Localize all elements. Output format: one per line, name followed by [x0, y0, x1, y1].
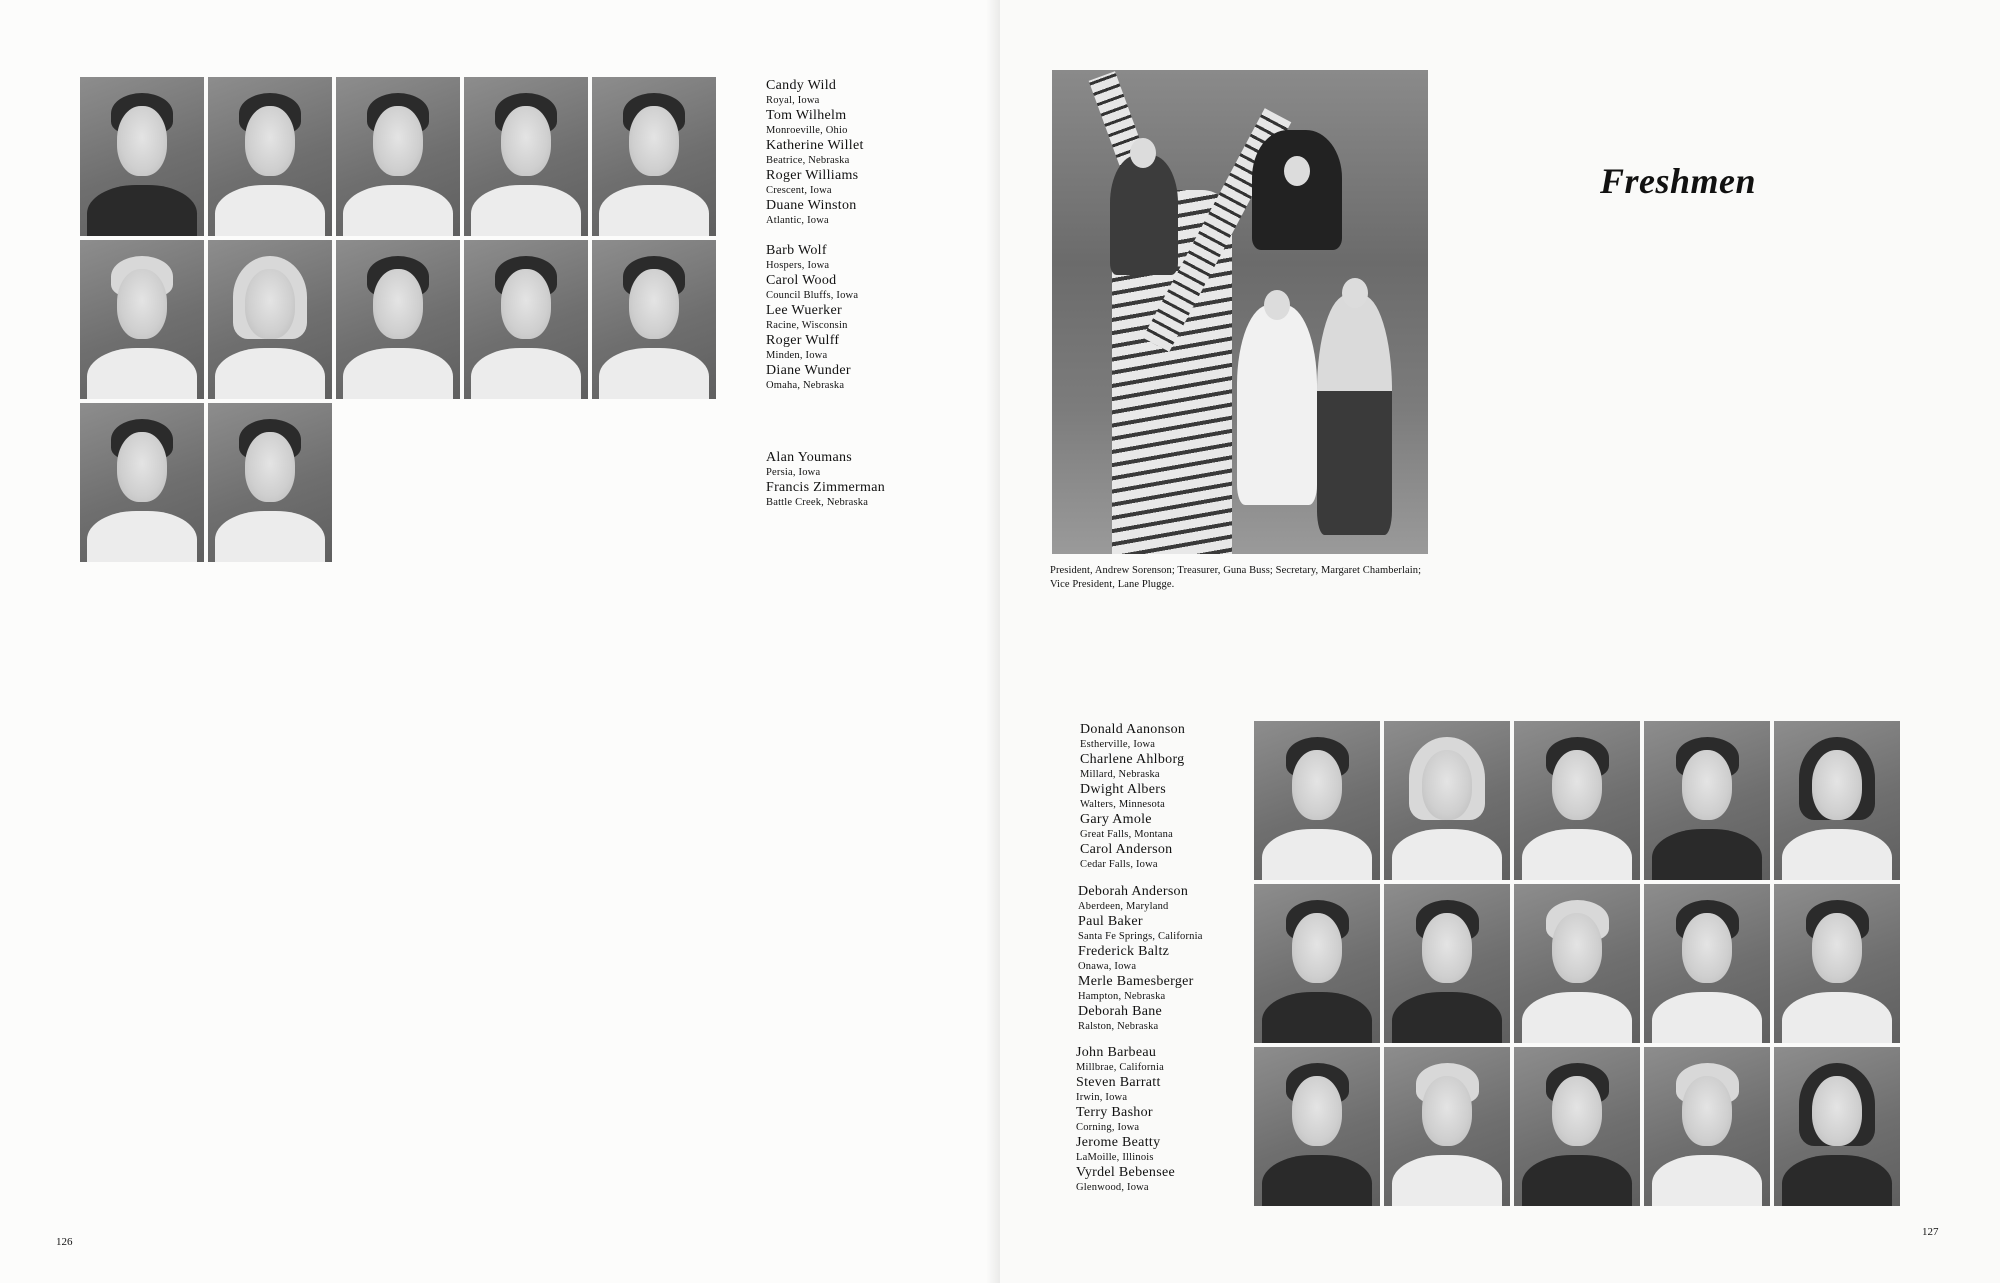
left-names-group-1 — [766, 78, 986, 228]
portrait-roger-wulff — [464, 240, 588, 399]
name-entry: Terry Bashor Corning, Iowa — [1076, 1105, 1153, 1133]
page-number-left: 126 — [56, 1236, 73, 1248]
portrait-alan-youmans — [80, 403, 204, 562]
portrait-katherine-willet — [336, 77, 460, 236]
left-portrait-grid — [80, 77, 716, 562]
portrait-merle-bamesberger — [1644, 884, 1770, 1043]
name-entry: John Barbeau Millbrae, California — [1076, 1045, 1164, 1073]
name-entry: Carol Wood Council Bluffs, Iowa — [766, 273, 859, 301]
name-entry: Paul Baker Santa Fe Springs, California — [1078, 914, 1203, 942]
portrait-dwight-albers — [1514, 721, 1640, 880]
name-entry: Deborah Anderson Aberdeen, Maryland — [1078, 884, 1189, 912]
name-entry: Carol Anderson Cedar Falls, Iowa — [1080, 842, 1173, 870]
portrait-carol-anderson — [1774, 721, 1900, 880]
portrait-frederick-baltz — [1514, 884, 1640, 1043]
right-portrait-grid — [1254, 721, 1900, 1206]
name-entry: Diane Wunder Omaha, Nebraska — [766, 363, 851, 391]
portrait-vyrdel-bebensee — [1774, 1047, 1900, 1206]
name-entry: Lee Wuerker Racine, Wisconsin — [766, 303, 848, 331]
name-entry: Donald Aanonson Estherville, Iowa — [1080, 722, 1186, 750]
name-entry: Charlene Ahlborg Millard, Nebraska — [1080, 752, 1185, 780]
name-entry: Katherine Willet Beatrice, Nebraska — [766, 138, 864, 166]
officers-caption: President, Andrew Sorenson; Treasurer, Guna Buss; Secretary, Margaret Chamberlain; Vice President, Lane Plugge. — [1050, 565, 1422, 590]
left-names-group-2 — [766, 243, 986, 393]
portrait-diane-wunder — [592, 240, 716, 399]
portrait-carol-wood — [208, 240, 332, 399]
name-entry: Alan Youmans Persia, Iowa — [766, 450, 853, 478]
portrait-donald-aanonson — [1254, 721, 1380, 880]
name-entry: Steven Barratt Irwin, Iowa — [1076, 1075, 1161, 1103]
page-number-right: 127 — [1922, 1226, 1939, 1238]
portrait-francis-zimmerman — [208, 403, 332, 562]
name-entry: Candy Wild Royal, Iowa — [766, 78, 837, 106]
portrait-roger-williams — [464, 77, 588, 236]
portrait-gary-amole — [1644, 721, 1770, 880]
name-entry: Deborah Bane Ralston, Nebraska — [1078, 1004, 1163, 1032]
left-names-group-3 — [766, 450, 986, 510]
portrait-paul-baker — [1384, 884, 1510, 1043]
name-entry: Roger Williams Crescent, Iowa — [766, 168, 859, 196]
portrait-deborah-bane — [1774, 884, 1900, 1043]
name-entry: Jerome Beatty LaMoille, Illinois — [1076, 1135, 1161, 1163]
name-entry: Gary Amole Great Falls, Montana — [1080, 812, 1173, 840]
name-entry: Merle Bamesberger Hampton, Nebraska — [1078, 974, 1194, 1002]
portrait-steven-barratt — [1384, 1047, 1510, 1206]
name-entry: Barb Wolf Hospers, Iowa — [766, 243, 830, 271]
portrait-barb-wolf — [80, 240, 204, 399]
officers-photo — [1052, 70, 1428, 554]
name-entry: Vyrdel Bebensee Glenwood, Iowa — [1076, 1165, 1175, 1193]
portrait-terry-bashor — [1514, 1047, 1640, 1206]
portrait-duane-winston — [592, 77, 716, 236]
section-title: Freshmen — [1600, 161, 1757, 201]
portrait-jerome-beatty — [1644, 1047, 1770, 1206]
portrait-lee-wuerker — [336, 240, 460, 399]
name-entry: Duane Winston Atlantic, Iowa — [766, 198, 857, 226]
portrait-deborah-anderson — [1254, 884, 1380, 1043]
name-entry: Roger Wulff Minden, Iowa — [766, 333, 840, 361]
portrait-john-barbeau — [1254, 1047, 1380, 1206]
portrait-charlene-ahlborg — [1384, 721, 1510, 880]
name-entry: Dwight Albers Walters, Minnesota — [1080, 782, 1166, 810]
name-entry: Francis Zimmerman Battle Creek, Nebraska — [766, 480, 886, 508]
portrait-candy-wild — [80, 77, 204, 236]
portrait-tom-wilhelm — [208, 77, 332, 236]
name-entry: Tom Wilhelm Monroeville, Ohio — [766, 108, 848, 136]
name-entry: Frederick Baltz Onawa, Iowa — [1078, 944, 1170, 972]
